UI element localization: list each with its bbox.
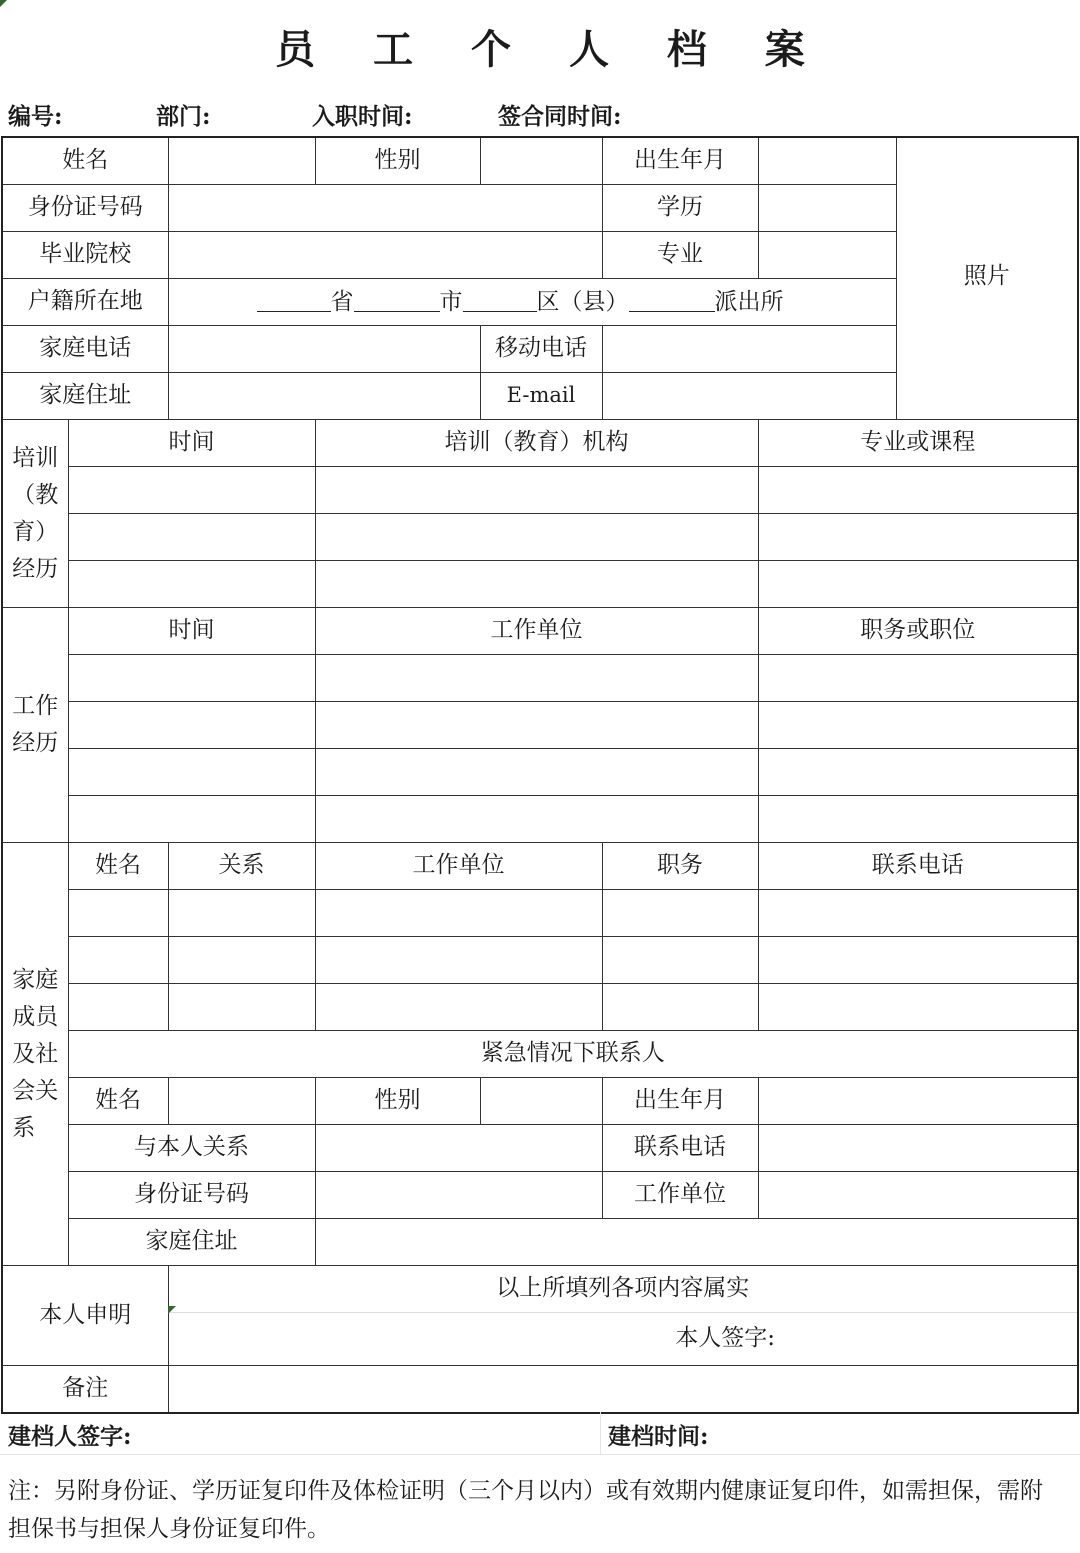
work-company-cell[interactable] [315, 655, 758, 702]
family-phone-cell[interactable] [758, 984, 1078, 1031]
work-section-label: 工作经历 [2, 608, 68, 843]
family-company-header: 工作单位 [315, 843, 602, 890]
work-row [2, 702, 1078, 749]
family-row [2, 937, 1078, 984]
training-course-cell[interactable] [758, 514, 1078, 561]
family-duty-cell[interactable] [602, 984, 758, 1031]
training-row [2, 561, 1078, 608]
family-name-header: 姓名 [68, 843, 168, 890]
emergency-birth-field[interactable] [758, 1078, 1078, 1125]
family-duty-cell[interactable] [602, 937, 758, 984]
work-time-header: 时间 [68, 608, 315, 655]
work-company-cell[interactable] [315, 702, 758, 749]
police-label: 派出所 [714, 288, 784, 315]
id-number-label: 身份证号码 [2, 185, 168, 232]
remarks-field[interactable] [168, 1366, 1078, 1414]
emergency-name-label: 姓名 [68, 1078, 168, 1125]
emergency-gender-label: 性别 [315, 1078, 480, 1125]
page-title: 员 工 个 人 档 案 [275, 27, 827, 73]
hire-date-label: 入职时间: [312, 103, 413, 130]
district-label: 区（县） [536, 288, 629, 315]
major-label: 专业 [602, 232, 758, 279]
city-blank[interactable] [354, 289, 440, 312]
training-org-cell[interactable] [315, 514, 758, 561]
family-phone-cell[interactable] [758, 937, 1078, 984]
hukou-field[interactable] [168, 279, 896, 326]
school-field[interactable] [168, 232, 602, 279]
emergency-id-field[interactable] [315, 1172, 602, 1219]
family-duty-cell[interactable] [602, 890, 758, 937]
police-blank[interactable] [629, 289, 715, 312]
family-name-cell[interactable] [68, 890, 168, 937]
home-phone-label: 家庭电话 [2, 326, 168, 373]
filing-date-label: 建档时间: [608, 1423, 709, 1450]
declaration-label: 本人申明 [2, 1266, 168, 1366]
emergency-company-field[interactable] [758, 1172, 1078, 1219]
name-label: 姓名 [2, 137, 168, 185]
cell-comment-marker-icon [168, 1306, 176, 1314]
family-company-cell[interactable] [315, 890, 602, 937]
family-row [2, 890, 1078, 937]
signature-label: 本人签字: [675, 1325, 775, 1352]
emergency-id-label: 身份证号码 [68, 1172, 315, 1219]
province-label: 省 [330, 288, 354, 315]
filer-signature-label: 建档人签字: [8, 1423, 132, 1450]
family-relation-cell[interactable] [168, 890, 315, 937]
city-label: 市 [439, 288, 463, 315]
header-info-row [0, 98, 1080, 132]
id-number-field[interactable] [168, 185, 602, 232]
family-company-cell[interactable] [315, 984, 602, 1031]
emergency-company-label: 工作单位 [602, 1172, 758, 1219]
mobile-field[interactable] [602, 326, 896, 373]
work-position-cell[interactable] [758, 749, 1078, 796]
birth-label: 出生年月 [602, 137, 758, 185]
address-field[interactable] [168, 373, 480, 420]
family-row [2, 984, 1078, 1031]
work-row [2, 796, 1078, 843]
remarks-label: 备注 [2, 1366, 168, 1414]
family-company-cell[interactable] [315, 937, 602, 984]
training-course-cell[interactable] [758, 467, 1078, 514]
emergency-relation-field[interactable] [315, 1125, 602, 1172]
profile-table [1, 136, 1079, 1414]
address-label: 家庭住址 [2, 373, 168, 420]
number-label: 编号: [8, 103, 63, 130]
email-field[interactable] [602, 373, 896, 420]
emergency-gender-field[interactable] [480, 1078, 602, 1125]
family-phone-header: 联系电话 [758, 843, 1078, 890]
photo-box[interactable] [896, 137, 1078, 420]
work-position-cell[interactable] [758, 655, 1078, 702]
work-position-header: 职务或职位 [758, 608, 1078, 655]
training-course-cell[interactable] [758, 561, 1078, 608]
major-field[interactable] [758, 232, 896, 279]
emergency-contact-title: 紧急情况下联系人 [68, 1031, 1078, 1078]
training-row [2, 467, 1078, 514]
training-org-header: 培训（教育）机构 [315, 420, 758, 467]
family-relation-header: 关系 [168, 843, 315, 890]
home-phone-field[interactable] [168, 326, 480, 373]
training-time-header: 时间 [68, 420, 315, 467]
district-blank[interactable] [463, 289, 537, 312]
work-position-cell[interactable] [758, 702, 1078, 749]
training-section-label: 培训（教育）经历 [2, 420, 68, 608]
work-company-cell[interactable] [315, 796, 758, 843]
training-time-cell[interactable] [68, 514, 315, 561]
education-field[interactable] [758, 185, 896, 232]
work-time-cell[interactable] [68, 796, 315, 843]
work-company-cell[interactable] [315, 749, 758, 796]
training-time-cell[interactable] [68, 561, 315, 608]
mobile-label: 移动电话 [480, 326, 602, 373]
emergency-phone-field[interactable] [758, 1125, 1078, 1172]
declaration-statement: 以上所填列各项内容属实 [168, 1266, 1078, 1313]
photo-label: 照片 [963, 263, 1010, 289]
gender-field[interactable] [480, 137, 602, 185]
province-blank[interactable] [257, 289, 331, 312]
footnote: 注：另附身份证、学历证复印件及体检证明（三个月以内）或有效期内健康证复印件，如需担保，需附担保书与担保人身份证复印件。 [8, 1478, 1043, 1542]
filing-row [0, 1412, 1080, 1455]
emergency-phone-label: 联系电话 [602, 1125, 758, 1172]
work-row [2, 749, 1078, 796]
family-relation-cell[interactable] [168, 937, 315, 984]
work-time-cell[interactable] [68, 655, 315, 702]
emergency-name-field[interactable] [168, 1078, 315, 1125]
emergency-birth-label: 出生年月 [602, 1078, 758, 1125]
work-company-header: 工作单位 [315, 608, 758, 655]
education-label: 学历 [602, 185, 758, 232]
work-position-cell[interactable] [758, 796, 1078, 843]
family-relation-cell[interactable] [168, 984, 315, 1031]
hukou-label: 户籍所在地 [2, 279, 168, 326]
emergency-address-field[interactable] [315, 1219, 1078, 1266]
department-label: 部门: [156, 103, 211, 130]
email-label: E-mail [480, 373, 602, 420]
corner-marker-icon [0, 0, 7, 7]
training-time-cell[interactable] [68, 467, 315, 514]
family-name-cell[interactable] [68, 984, 168, 1031]
birth-field[interactable] [758, 137, 896, 185]
work-time-cell[interactable] [68, 749, 315, 796]
signature-field[interactable] [168, 1313, 1078, 1366]
family-section-label: 家庭成员及社会关系 [2, 843, 68, 1266]
gender-label: 性别 [315, 137, 480, 185]
training-org-cell[interactable] [315, 561, 758, 608]
name-field[interactable] [168, 137, 315, 185]
family-duty-header: 职务 [602, 843, 758, 890]
training-course-header: 专业或课程 [758, 420, 1078, 467]
school-label: 毕业院校 [2, 232, 168, 279]
emergency-relation-label: 与本人关系 [68, 1125, 315, 1172]
family-name-cell[interactable] [68, 937, 168, 984]
divider [600, 1412, 601, 1454]
training-org-cell[interactable] [315, 467, 758, 514]
work-time-cell[interactable] [68, 702, 315, 749]
work-row [2, 655, 1078, 702]
family-phone-cell[interactable] [758, 890, 1078, 937]
contract-date-label: 签合同时间: [498, 103, 622, 130]
training-row [2, 514, 1078, 561]
emergency-address-label: 家庭住址 [68, 1219, 315, 1266]
